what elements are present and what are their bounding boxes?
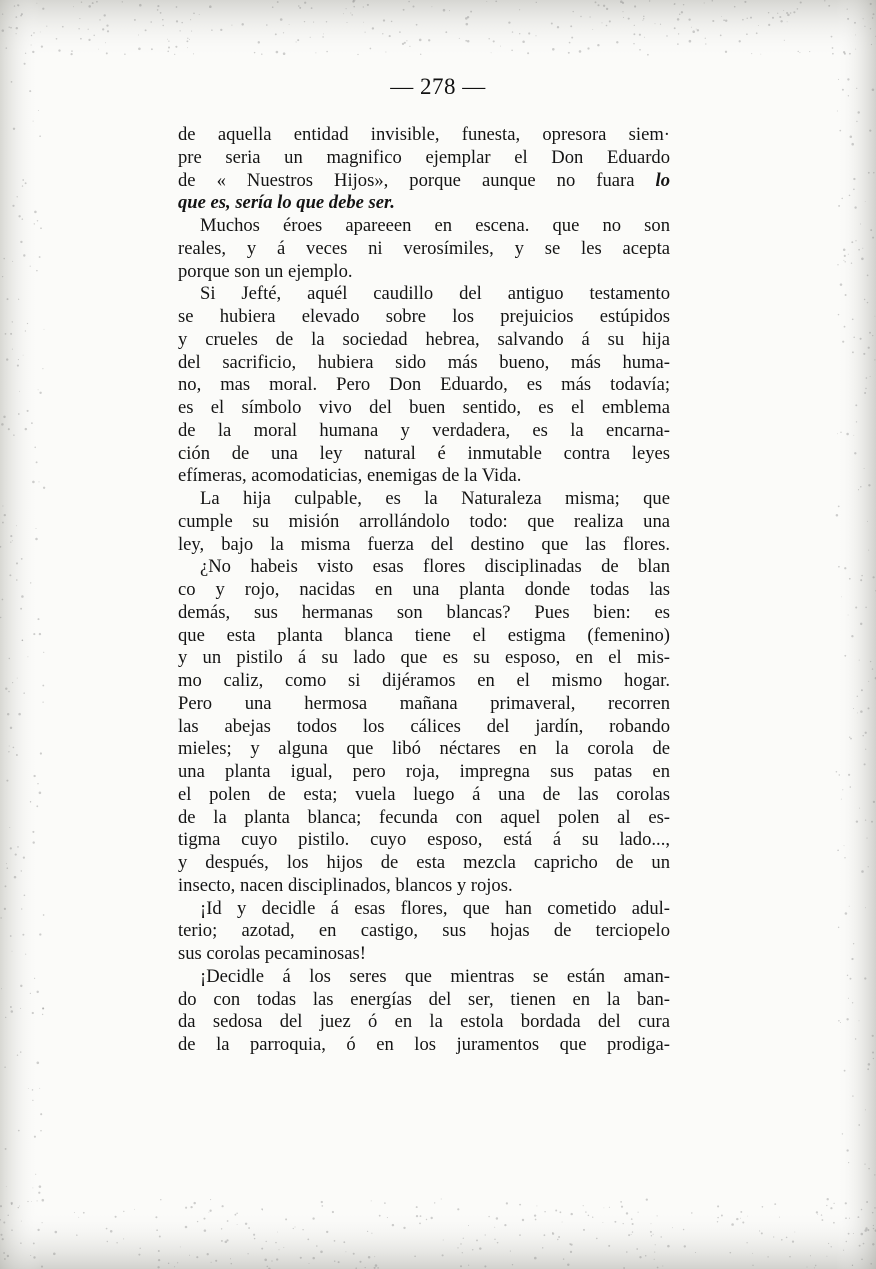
text-line: sus corolas pecaminosas! (178, 943, 366, 964)
text-line: de la parroquia, ó en los juramentos que prodiga- (178, 1034, 670, 1055)
text-line: mieles; y alguna que libó néctares en la corola de (178, 738, 670, 760)
text-line: de la planta blanca; fecunda con aquel polen al es- (178, 806, 670, 828)
text-line: Pero una hermosa mañana primaveral, recorren (178, 692, 670, 714)
text-line: co y rojo, nacidas en una planta donde todas las (178, 579, 670, 600)
text-line: da sedosa del juez ó en la estola bordada del cura (178, 1011, 670, 1033)
italic-text: lo (655, 169, 670, 191)
body-text (178, 124, 670, 1057)
text-line: del sacrificio, hubiera sido más bueno, más huma- (178, 351, 670, 373)
text-line-main: de « Nuestros Hijos», porque aunque no fuara (178, 169, 635, 191)
text-line: se hubiera elevado sobre los prejuicios estúpidos (178, 306, 670, 327)
text-line: porque son un ejemplo. (178, 260, 353, 282)
text-line: ¡Id y decidle á esas flores, que han cometido adul- (200, 897, 670, 919)
text-line: efímeras, acomodaticias, enemigas de la Vida. (178, 465, 522, 487)
text-line: mo caliz, como si dijéramos en el mismo hogar. (178, 670, 670, 691)
text-line: las abejas todos los cálices del jardín, robando (178, 715, 670, 737)
text-line: que esta planta blanca tiene el estigma (femenino) (178, 624, 670, 646)
text-line: y un pistilo á su lado que es su esposo, en el mis- (178, 647, 670, 669)
text-line: pre seria un magnifico ejemplar el Don Eduardo (178, 146, 670, 168)
text-line: ¿No habeis visto esas flores disciplinadas de blan (200, 556, 670, 578)
text-line: tigma cuyo pistilo. cuyo esposo, está á su lado..., (178, 829, 670, 851)
text-line: ción de una ley natural é inmutable contra leyes (178, 442, 670, 464)
text-line (178, 192, 670, 215)
italic-text: que es, sería lo que debe ser. (178, 192, 395, 214)
text-line: reales, y á veces ni verosímiles, y se les acepta (178, 237, 670, 259)
text-line: demás, sus hermanas son blancas? Pues bien: es (178, 601, 670, 623)
text-line: terio; azotad, en castigo, sus hojas de terciopelo (178, 920, 670, 942)
text-line: ley, bajo la misma fuerza del destino que las flores. (178, 533, 670, 555)
text-line: Si Jefté, aquél caudillo del antiguo testamento (200, 283, 670, 305)
text-line: es el símbolo vivo del buen sentido, es el emblema (178, 397, 670, 418)
text-line: una planta igual, pero roja, impregna sus patas en (178, 761, 670, 782)
page-number: — 278 — (390, 74, 486, 99)
text-line: de aquella entidad invisible, funesta, opresora siem· (178, 124, 670, 145)
text-line: el polen de esta; vuela luego á una de las corolas (178, 783, 670, 805)
text-line: cumple su misión arrollándolo todo: que realiza una (178, 510, 670, 532)
text-line: do con todas las energías del ser, tienen en la ban- (178, 988, 670, 1010)
text-line: no, mas moral. Pero Don Eduardo, es más todavía; (178, 374, 670, 396)
text-line (178, 170, 670, 193)
text-line: y crueles de la sociedad hebrea, salvando á su hija (178, 328, 670, 350)
text-line: Muchos éroes apareeen en escena. que no son (200, 215, 670, 236)
text-line: insecto, nacen disciplinados, blancos y rojos. (178, 874, 513, 896)
text-line: de la moral humana y verdadera, es la encarna- (178, 419, 670, 441)
text-line: ¡Decidle á los seres que mientras se están aman- (200, 965, 670, 987)
text-line: La hija culpable, es la Naturaleza misma; que (200, 488, 670, 509)
text-line: y después, los hijos de esta mezcla capricho de un (178, 852, 670, 873)
